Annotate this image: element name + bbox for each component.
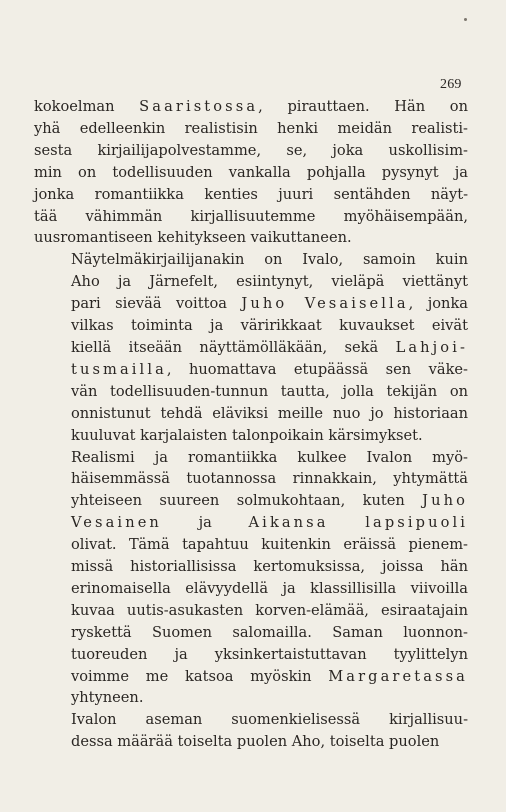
spaced-title: tusmailla [71, 360, 167, 378]
text-run: , jonka [408, 295, 468, 313]
text-line [34, 315, 468, 337]
text-run: vän todellisuuden-tunnun tautta, jolla tekijän on [71, 382, 468, 400]
text-run: yhä edelleenkin realistisin henki meidän realisti- [34, 119, 468, 137]
spaced-title: Juho Vesaisella [241, 295, 409, 313]
spaced-title: Vesainen [71, 514, 162, 532]
text-run: voimme me katsoa myöskin [71, 667, 329, 685]
text-line [34, 96, 468, 118]
text-run: missä historiallisissa kertomuksissa, joissa hän [71, 558, 468, 576]
text-run: ja [161, 514, 249, 532]
text-run [329, 514, 366, 531]
text-line [34, 622, 468, 644]
text-run: tuoreuden ja yksinkertaistuttavan tyylittelyn [71, 645, 468, 663]
text-line [34, 337, 468, 359]
text-run: Aho ja Järnefelt, esiintynyt, vieläpä viettänyt [71, 273, 468, 291]
text-run: ryskettä Suomen salomailla. Saman luonnon- [71, 623, 468, 641]
text-run: uusromantiseen kehitykseen vaikuttaneen. [34, 229, 352, 247]
text-line [34, 271, 468, 293]
paragraph [34, 709, 468, 753]
spaced-title: Lahjoi- [395, 338, 468, 356]
spaced-title: Saaristossa [139, 98, 259, 115]
text-line [34, 468, 468, 490]
text-line [34, 578, 468, 600]
text-run: erinomaisella elävyydellä ja klassillisilla viivoilla [71, 579, 468, 597]
text-run: olivat. Tämä tapahtuu kuitenkin eräissä pienem- [71, 536, 468, 554]
text-line [34, 512, 468, 534]
text-line [34, 381, 468, 403]
text-line [34, 227, 468, 249]
text-line [34, 447, 468, 469]
text-line [34, 490, 468, 512]
spaced-title: Aikansa [248, 514, 329, 532]
text-line [34, 666, 468, 688]
text-run: kokoelman [34, 98, 140, 115]
paragraph [34, 249, 468, 446]
text-line [34, 359, 468, 381]
page-number: 269 [440, 77, 462, 92]
text-line [34, 600, 468, 622]
text-line [34, 118, 468, 140]
text-run: dessa määrää toiselta puolen Aho, toiselta puolen [71, 733, 440, 751]
text-run: min on todellisuuden vankalla pohjalla pysynyt ja [34, 163, 468, 181]
text-run: , pirauttaen. Hän on [258, 98, 468, 115]
spaced-title: Margaretassa [328, 667, 468, 685]
text-line [34, 206, 468, 228]
text-run: jonka romantiikka kenties juuri sentähden näyt- [34, 185, 468, 203]
text-line [34, 403, 468, 425]
paragraph [34, 447, 468, 710]
spaced-title: lapsipuoli [365, 514, 468, 532]
text-run: Ivalon aseman suomenkielisessä kirjallisuu- [71, 711, 468, 729]
text-line [34, 184, 468, 206]
text-run: sesta kirjailijapolvestamme, se, joka uskollisim- [34, 141, 468, 159]
text-run: Näytelmäkirjailijanakin on Ivalo, samoin kuin [71, 251, 468, 269]
text-line [34, 687, 468, 709]
text-line [34, 534, 468, 556]
text-line [34, 162, 468, 184]
text-run: kuuluvat karjalaisten talonpoikain kärsimykset. [71, 426, 423, 444]
text-run: yhteiseen suureen solmukohtaan, kuten [71, 492, 423, 510]
text-run: onnistunut tehdä eläviksi meille nuo jo historiaan [71, 404, 468, 422]
text-run: kiellä itseään näyttämölläkään, sekä [71, 338, 396, 356]
text-run: tää vähimmän kirjallisuutemme myöhäisempään, [34, 207, 468, 225]
text-line [34, 249, 468, 271]
text-line [34, 709, 468, 731]
text-line [34, 644, 468, 666]
text-run: pari sievää voittoa [71, 295, 242, 313]
text-run: kuvaa uutis-asukasten korven-elämää, esiraatajain [71, 601, 468, 619]
spaced-title: Juho [422, 492, 468, 510]
paragraph [34, 96, 468, 249]
body-text [34, 96, 468, 753]
text-line [34, 140, 468, 162]
text-run: yhtyneen. [71, 689, 144, 707]
text-run: vilkas toiminta ja väririkkaat kuvaukset eivät [71, 317, 468, 335]
text-run: häisemmässä tuotannossa rinnakkain, yhtymättä [71, 470, 468, 488]
text-line [34, 556, 468, 578]
text-run: Realismi ja romantiikka kulkee Ivalon myö- [71, 448, 468, 466]
text-line [34, 425, 468, 447]
text-line [34, 293, 468, 315]
print-speck [464, 18, 467, 21]
text-run: , huomattava etupäässä sen väke- [166, 360, 468, 378]
text-line [34, 731, 468, 753]
